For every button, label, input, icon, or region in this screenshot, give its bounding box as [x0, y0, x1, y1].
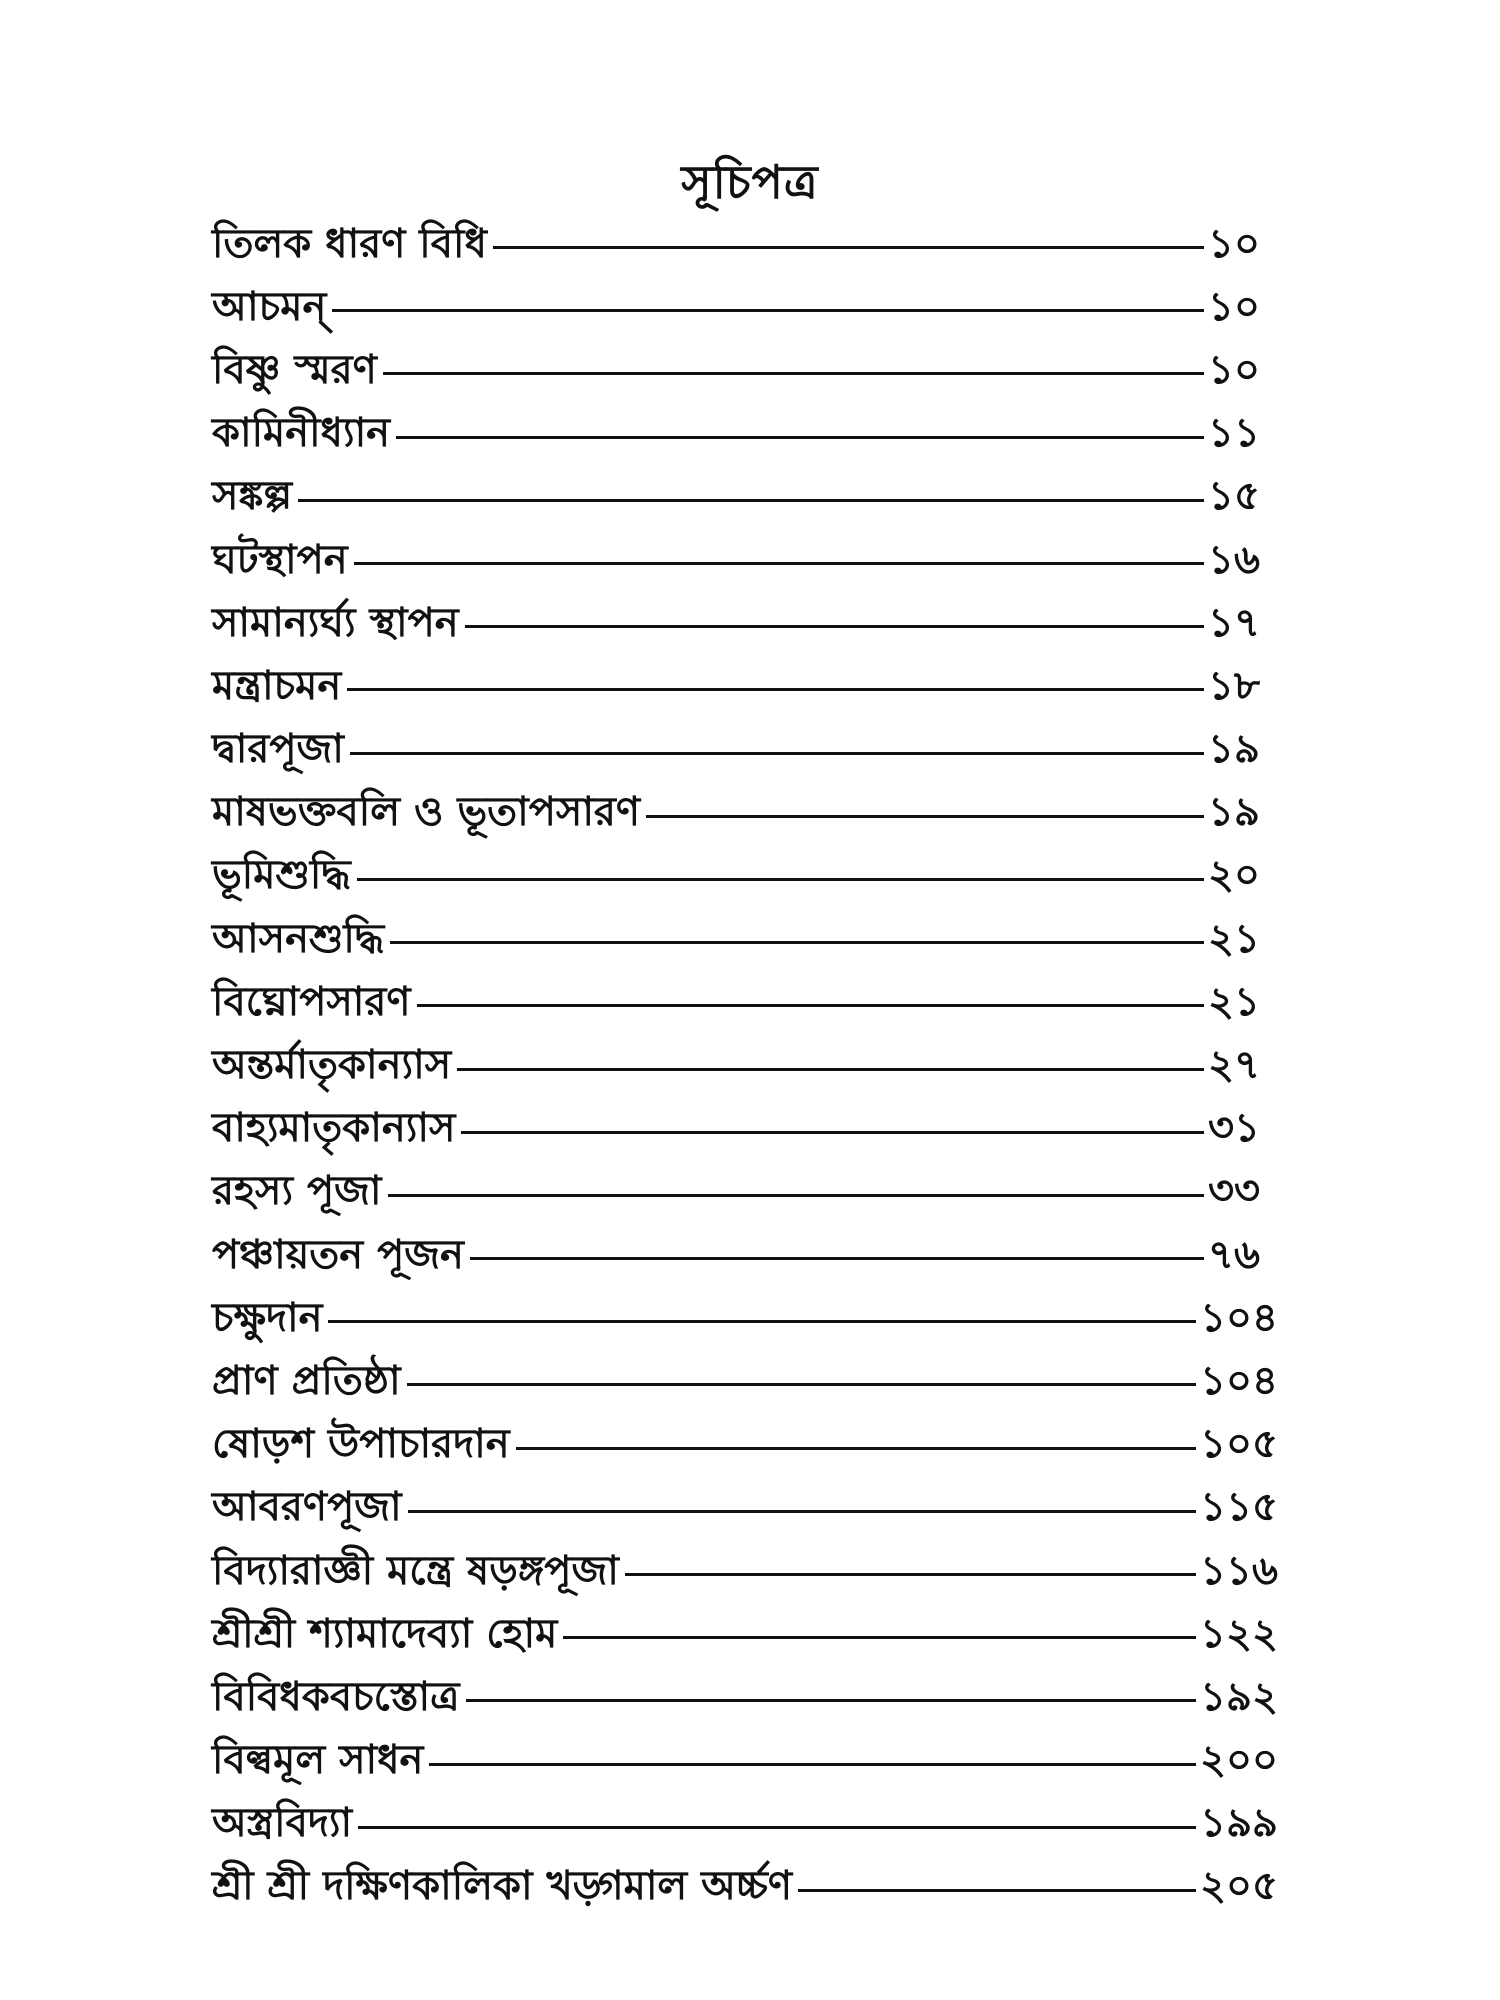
toc-leader-line — [358, 1826, 1196, 1829]
toc-entry-label: কামিনীধ্যান — [212, 410, 391, 457]
toc-leader-line — [388, 1194, 1204, 1197]
toc-entry-label: বিবিধকবচস্তোত্র — [212, 1673, 460, 1720]
toc-entry-page-number: ১৯ — [1208, 726, 1260, 773]
toc-leader-line — [357, 878, 1204, 881]
toc-entry — [212, 591, 1278, 654]
toc-entry-label: বিল্বমূল সাধন — [212, 1737, 424, 1784]
toc-leader-line — [390, 941, 1204, 944]
toc-entry-page-number: ১০ — [1208, 220, 1260, 267]
toc-leader-line — [493, 246, 1204, 249]
toc-entry-page-number: ৭৬ — [1208, 1231, 1261, 1278]
toc-entry-page-number: ৩১ — [1208, 1105, 1260, 1152]
toc-leader-line — [563, 1636, 1196, 1639]
toc-leader-line — [328, 1320, 1196, 1323]
toc-leader-line — [457, 1068, 1204, 1071]
toc-entry-label: মাষভক্তবলি ও ভূতাপসারণ — [212, 789, 641, 836]
page-title: সূচিপত্র — [681, 155, 819, 209]
toc-entry-page-number: ১৬ — [1208, 536, 1260, 583]
toc-entry-label: তিলক ধারণ বিধি — [212, 220, 487, 267]
toc-entry — [212, 781, 1278, 844]
toc-entry-page-number: ১৫ — [1208, 473, 1260, 520]
toc-entry-label: ষোড়শ উপাচারদান — [212, 1421, 510, 1468]
toc-entry — [212, 1286, 1278, 1349]
toc-entry — [212, 402, 1278, 465]
toc-entry — [212, 1792, 1278, 1855]
toc-leader-line — [347, 688, 1204, 691]
toc-entry — [212, 465, 1278, 528]
toc-entry-label: শ্রী শ্রী দক্ষিণকালিকা খড়্গমাল অর্চ্চণ — [212, 1863, 793, 1910]
toc-entry — [212, 1476, 1278, 1539]
toc-entry-label: ঘটস্থাপন — [212, 536, 348, 583]
toc-leader-line — [354, 562, 1204, 565]
toc-entry — [212, 212, 1278, 275]
toc-entry-label: সঙ্কল্প — [212, 473, 292, 520]
toc-entry-page-number: ২০০ — [1199, 1737, 1278, 1784]
toc-leader-line — [461, 1131, 1204, 1134]
toc-entry-page-number: ১৭ — [1208, 599, 1260, 646]
toc-entry-label: আসনশুদ্ধি — [212, 915, 385, 962]
toc-entry — [212, 1160, 1278, 1223]
toc-entry — [212, 1539, 1278, 1602]
toc-leader-line — [417, 1004, 1204, 1007]
toc-leader-line — [408, 1510, 1196, 1513]
toc-entry-page-number: ১০৫ — [1200, 1421, 1278, 1468]
toc-entry — [212, 718, 1278, 781]
toc-entry-page-number: ১১৫ — [1200, 1484, 1278, 1531]
toc-leader-line — [798, 1889, 1196, 1892]
toc-entry — [212, 1855, 1278, 1918]
toc-entry — [212, 1223, 1278, 1286]
table-of-contents — [212, 212, 1278, 1918]
toc-entry — [212, 1729, 1278, 1792]
toc-entry — [212, 907, 1278, 970]
toc-entry-label: পঞ্চায়তন পূজন — [212, 1231, 464, 1278]
toc-entry — [212, 1097, 1278, 1160]
toc-entry-page-number: ১৯ — [1208, 789, 1260, 836]
toc-entry-label: মন্ত্রাচমন — [212, 662, 342, 709]
toc-entry — [212, 338, 1278, 401]
toc-entry-page-number: ২০৫ — [1200, 1863, 1278, 1910]
toc-entry-label: সামান্যর্ঘ্য স্থাপন — [212, 599, 459, 646]
toc-entry-label: আবরণপূজা — [212, 1484, 402, 1531]
toc-entry — [212, 654, 1278, 717]
toc-entry — [212, 1602, 1278, 1665]
toc-leader-line — [625, 1573, 1196, 1576]
toc-entry — [212, 275, 1278, 338]
toc-entry-page-number: ১৯৯ — [1200, 1800, 1278, 1847]
toc-leader-line — [465, 625, 1204, 628]
toc-entry-label: শ্রীশ্রী শ্যামাদেব্যা হোম — [212, 1610, 558, 1657]
toc-entry-page-number: ২১ — [1208, 978, 1260, 1025]
toc-entry-page-number: ২১ — [1208, 915, 1260, 962]
toc-leader-line — [516, 1447, 1196, 1450]
toc-leader-line — [298, 499, 1204, 502]
toc-entry-label: দ্বারপূজা — [212, 726, 344, 773]
toc-leader-line — [429, 1763, 1196, 1766]
toc-entry-label: ভূমিশুদ্ধি — [212, 852, 351, 899]
toc-entry-label: আচমন্‌ — [212, 283, 327, 330]
toc-entry-label: বিষ্ণু স্মরণ — [212, 346, 377, 393]
toc-entry-page-number: ২০ — [1208, 852, 1261, 899]
toc-entry-label: রহস্য পূজা — [212, 1168, 382, 1215]
toc-entry-page-number: ১১ — [1208, 410, 1260, 457]
toc-entry-label: প্রাণ প্রতিষ্ঠা — [212, 1357, 401, 1404]
toc-entry-page-number: ১০৪ — [1200, 1294, 1278, 1341]
toc-entry-label: চক্ষুদান — [212, 1294, 323, 1341]
toc-leader-line — [332, 309, 1204, 312]
toc-entry — [212, 1413, 1278, 1476]
toc-entry-page-number: ২৭ — [1208, 1042, 1261, 1089]
toc-entry-page-number: ১৮ — [1208, 662, 1260, 709]
toc-leader-line — [470, 1257, 1204, 1260]
toc-leader-line — [407, 1383, 1197, 1386]
toc-entry-label: বিদ্যারাজ্ঞী মন্ত্রে ষড়ঙ্গপূজা — [212, 1547, 619, 1594]
toc-leader-line — [383, 372, 1204, 375]
toc-entry-page-number: ১১৬ — [1200, 1547, 1278, 1594]
toc-entry — [212, 844, 1278, 907]
toc-entry-page-number: ১৯২ — [1200, 1673, 1278, 1720]
toc-entry-page-number: ১০ — [1208, 346, 1260, 393]
toc-entry-page-number: ১২২ — [1200, 1610, 1278, 1657]
toc-leader-line — [466, 1699, 1197, 1702]
toc-entry-page-number: ১০ — [1208, 283, 1260, 330]
toc-entry — [212, 1033, 1278, 1096]
toc-leader-line — [646, 815, 1204, 818]
toc-entry-page-number: ১০৪ — [1200, 1357, 1278, 1404]
toc-leader-line — [350, 752, 1204, 755]
toc-entry — [212, 1665, 1278, 1728]
toc-entry-label: অস্ত্রবিদ্যা — [212, 1800, 353, 1847]
toc-entry — [212, 1349, 1278, 1412]
toc-entry-label: অন্তর্মাতৃকান্যাস — [212, 1042, 452, 1089]
toc-entry-page-number: ৩৩ — [1208, 1168, 1261, 1215]
toc-entry-label: বাহ্যমাতৃকান্যাস — [212, 1105, 456, 1152]
toc-leader-line — [396, 436, 1204, 439]
toc-entry-label: বিঘ্নোপসারণ — [212, 978, 411, 1025]
toc-entry — [212, 528, 1278, 591]
toc-entry — [212, 970, 1278, 1033]
